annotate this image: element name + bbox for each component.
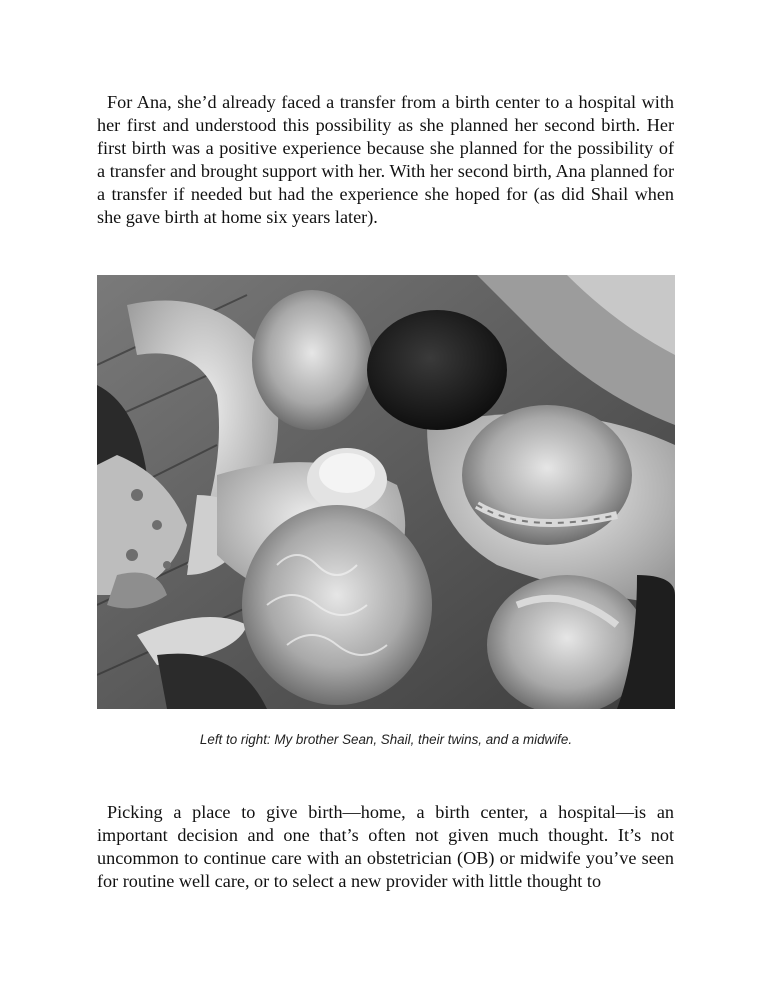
body-paragraph-ana: For Ana, she’d already faced a transfer from a birth center to a hospital with her first and understood this possibility as she planned her second birth. Her first birth was a positive experience because she planned for the possibility of a transfer and brought support with her. With her second birth, Ana planned for a transfer if needed but had the experience she hoped for (as did Shail when she gave birth at home six years later).: [97, 92, 674, 227]
body-paragraph-birth-place: Picking a place to give birth—home, a birth center, a hospital—is an important decision and one that’s often not given much thought. It’s not uncommon to continue care with an obstetrician (OB) or midwife you’ve seen for routine well care, or to select a new provider with little thought to: [97, 802, 674, 891]
photo-caption: Left to right: My brother Sean, Shail, their twins, and a midwife.: [199, 732, 573, 747]
family-birth-photo: [97, 275, 675, 709]
photo-illustration: [97, 275, 675, 709]
